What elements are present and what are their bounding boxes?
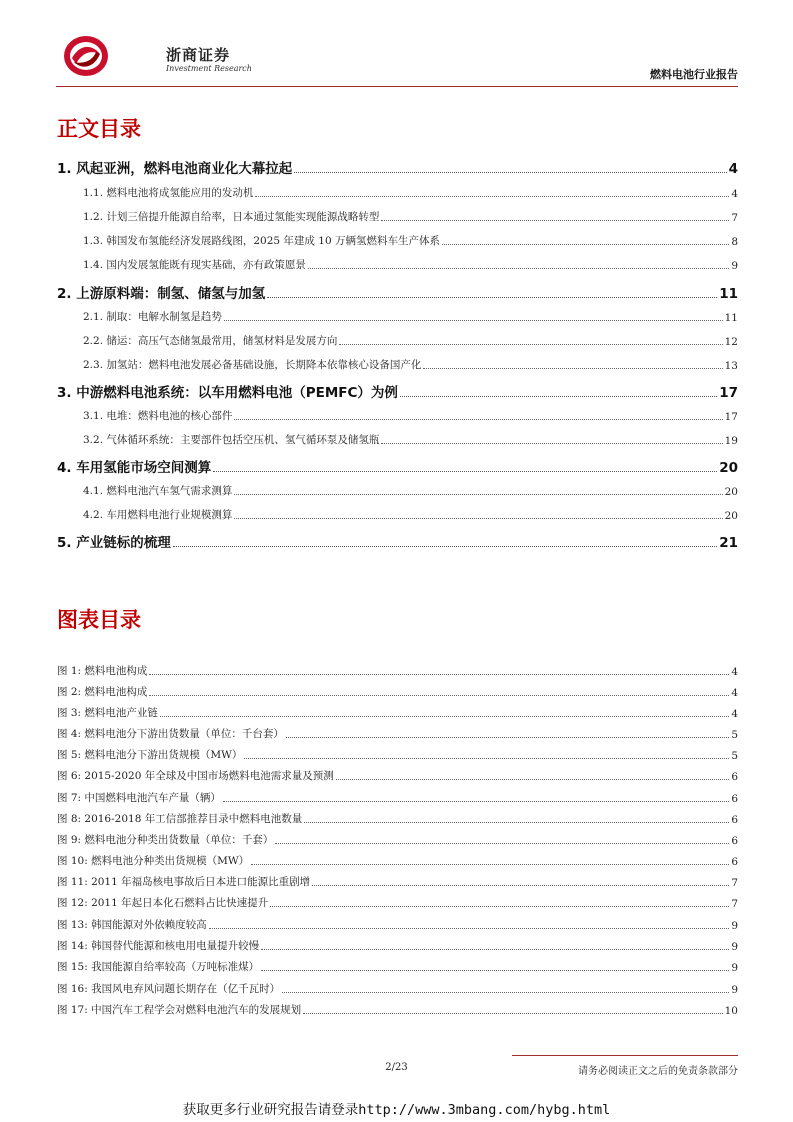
toc-entry[interactable] bbox=[57, 282, 738, 302]
figure-entry-page: 7 bbox=[731, 898, 738, 910]
figure-entry-label: 图 14: 韩国替代能源和核电用电量提升较慢 bbox=[57, 940, 260, 952]
leader-dots bbox=[160, 716, 729, 717]
leader-dots bbox=[286, 737, 729, 738]
leader-dots bbox=[223, 801, 729, 802]
toc-entry-label: 2.2. 储运：高压气态储氢最常用，储氢材料是发展方向 bbox=[83, 335, 338, 347]
leader-dots bbox=[255, 196, 729, 197]
leader-dots bbox=[423, 368, 722, 369]
toc-entry[interactable] bbox=[57, 482, 738, 498]
figure-entry-page: 6 bbox=[731, 793, 738, 805]
toc-entry-label: 1.1. 燃料电池将成氢能应用的发动机 bbox=[83, 187, 254, 199]
toc-entry[interactable] bbox=[57, 407, 738, 423]
toc-entry-page: 19 bbox=[724, 435, 738, 447]
figure-entry-page: 9 bbox=[731, 920, 738, 932]
leader-dots bbox=[173, 546, 717, 547]
figure-entry[interactable] bbox=[57, 916, 738, 932]
figure-entry-label: 图 16: 我国风电弃风问题长期存在（亿千瓦时） bbox=[57, 983, 281, 995]
toc-entry-label: 2.3. 加氢站：燃料电池发展必备基础设施，长期降本依靠核心设备国产化 bbox=[83, 359, 422, 371]
leader-dots bbox=[294, 172, 726, 173]
figure-entry[interactable] bbox=[57, 852, 738, 868]
figure-entry-page: 7 bbox=[731, 877, 738, 889]
figure-entry[interactable] bbox=[57, 789, 738, 805]
leader-dots bbox=[400, 396, 717, 397]
toc-entry-page: 7 bbox=[731, 212, 738, 224]
toc-entry[interactable] bbox=[57, 157, 738, 177]
figure-entry-page: 5 bbox=[731, 729, 738, 741]
leader-dots bbox=[224, 320, 723, 321]
figure-entry-label: 图 1: 燃料电池构成 bbox=[57, 665, 148, 677]
leader-dots bbox=[244, 758, 729, 759]
figure-entry-label: 图 7: 中国燃料电池汽车产量（辆） bbox=[57, 792, 221, 804]
leader-dots bbox=[336, 779, 730, 780]
toc-heading: 正文目录 bbox=[57, 117, 141, 141]
leader-dots bbox=[213, 471, 717, 472]
figure-entry[interactable] bbox=[57, 683, 738, 699]
toc-entry-page: 8 bbox=[731, 236, 738, 248]
download-link-note[interactable]: 获取更多行业研究报告请登录http://www.3mbang.com/hybg.html bbox=[182, 1102, 611, 1118]
figure-entry[interactable] bbox=[57, 958, 738, 974]
leader-dots bbox=[149, 674, 729, 675]
figure-entry[interactable] bbox=[57, 810, 738, 826]
figure-entry-label: 图 9: 燃料电池分种类出货数量（单位：千套） bbox=[57, 834, 274, 846]
figures-heading: 图表目录 bbox=[57, 608, 141, 632]
toc-entry-label: 2. 上游原料端：制氢、储氢与加氢 bbox=[57, 286, 266, 302]
leader-dots bbox=[312, 885, 729, 886]
brand-name-cn: 浙商证券 bbox=[166, 46, 231, 64]
toc-entry-label: 3.1. 电堆：燃料电池的核心部件 bbox=[83, 410, 233, 422]
figure-entry-label: 图 8: 2016-2018 年工信部推荐目录中燃料电池数量 bbox=[57, 813, 303, 825]
figure-entry-page: 9 bbox=[731, 941, 738, 953]
figure-entry-label: 图 5: 燃料电池分下游出货规模（MW） bbox=[57, 749, 243, 761]
toc-entry-page: 20 bbox=[719, 460, 738, 476]
toc-entry[interactable] bbox=[57, 456, 738, 476]
figure-entry[interactable] bbox=[57, 725, 738, 741]
toc-entry-page: 21 bbox=[719, 535, 738, 551]
leader-dots bbox=[275, 843, 729, 844]
toc-entry-label: 2.1. 制取：电解水制氢是趋势 bbox=[83, 311, 222, 323]
toc-entry-label: 4.2. 车用燃料电池行业规模测算 bbox=[83, 509, 233, 521]
figure-entry[interactable] bbox=[57, 746, 738, 762]
toc-entry[interactable] bbox=[57, 506, 738, 522]
figure-entry-page: 9 bbox=[731, 984, 738, 996]
figure-entry[interactable] bbox=[57, 704, 738, 720]
figure-entry-page: 10 bbox=[724, 1005, 738, 1017]
figure-entry-page: 4 bbox=[731, 666, 738, 678]
toc-entry-label: 3.2. 气体循环系统：主要部件包括空压机、氢气循环泵及储氢瓶 bbox=[83, 434, 380, 446]
figure-entry[interactable] bbox=[57, 662, 738, 678]
figure-entry-label: 图 6: 2015-2020 年全球及中国市场燃料电池需求量及预测 bbox=[57, 770, 334, 782]
figure-entry[interactable] bbox=[57, 894, 738, 910]
figure-entry-label: 图 17: 中国汽车工程学会对燃料电池汽车的发展规划 bbox=[57, 1004, 302, 1016]
toc-entry-page: 9 bbox=[731, 260, 738, 272]
leader-dots bbox=[381, 220, 729, 221]
toc-entry[interactable] bbox=[57, 531, 738, 551]
toc-entry-page: 17 bbox=[724, 411, 738, 423]
toc-entry-label: 5. 产业链标的梳理 bbox=[57, 535, 171, 551]
toc-entry-label: 3. 中游燃料电池系统：以车用燃料电池（PEMFC）为例 bbox=[57, 385, 398, 401]
figure-entry-label: 图 4: 燃料电池分下游出货数量（单位：千台套） bbox=[57, 728, 284, 740]
toc-entry-page: 12 bbox=[724, 336, 738, 348]
toc-entry[interactable] bbox=[57, 232, 738, 248]
toc-entry[interactable] bbox=[57, 431, 738, 447]
figure-entry[interactable] bbox=[57, 937, 738, 953]
toc-entry-label: 1.4. 国内发展氢能既有现实基础，亦有政策愿景 bbox=[83, 259, 306, 271]
toc-entry-label: 1. 风起亚洲，燃料电池商业化大幕拉起 bbox=[57, 161, 293, 177]
toc-entry-page: 4 bbox=[728, 161, 738, 177]
leader-dots bbox=[149, 695, 729, 696]
footer-divider bbox=[512, 1055, 738, 1056]
figure-entry-page: 5 bbox=[731, 750, 738, 762]
toc-entry[interactable] bbox=[57, 308, 738, 324]
leader-dots bbox=[234, 419, 722, 420]
figure-entry-label: 图 10: 燃料电池分种类出货规模（MW） bbox=[57, 855, 250, 867]
leader-dots bbox=[442, 244, 729, 245]
toc-entry-page: 20 bbox=[724, 510, 738, 522]
toc-entry-page: 11 bbox=[719, 286, 738, 302]
figure-entry-page: 9 bbox=[731, 962, 738, 974]
toc-entry[interactable] bbox=[57, 332, 738, 348]
figure-entry-label: 图 13: 韩国能源对外依赖度较高 bbox=[57, 919, 207, 931]
leader-dots bbox=[381, 443, 722, 444]
toc-entry-label: 1.2. 计划三倍提升能源自给率，日本通过氢能实现能源战略转型 bbox=[83, 211, 380, 223]
figure-entry-page: 4 bbox=[731, 687, 738, 699]
toc-entry-page: 11 bbox=[724, 312, 738, 324]
leader-dots bbox=[339, 344, 722, 345]
leader-dots bbox=[234, 494, 722, 495]
leader-dots bbox=[303, 1013, 723, 1014]
leader-dots bbox=[209, 928, 730, 929]
figure-entry-label: 图 12: 2011 年起日本化石燃料占比快速提升 bbox=[57, 897, 269, 909]
figure-entry[interactable] bbox=[57, 1001, 738, 1017]
figure-entry-page: 6 bbox=[731, 771, 738, 783]
disclaimer-note: 请务必阅读正文之后的免责条款部分 bbox=[578, 1066, 738, 1077]
figure-entry[interactable] bbox=[57, 767, 738, 783]
toc-entry-page: 17 bbox=[719, 385, 738, 401]
report-title: 燃料电池行业报告 bbox=[650, 68, 738, 81]
toc-entry-page: 4 bbox=[731, 188, 738, 200]
leader-dots bbox=[261, 949, 729, 950]
toc-entry-label: 1.3. 韩国发布氢能经济发展路线图，2025 年建成 10 万辆氢燃料车生产体系 bbox=[83, 235, 440, 247]
figure-entry[interactable] bbox=[57, 831, 738, 847]
header-divider bbox=[56, 86, 738, 87]
toc-entry[interactable] bbox=[57, 356, 738, 372]
figure-entry[interactable] bbox=[57, 873, 738, 889]
page-number: 2/23 bbox=[385, 1062, 408, 1073]
figure-entry-page: 6 bbox=[731, 814, 738, 826]
leader-dots bbox=[234, 518, 722, 519]
figure-entry-page: 6 bbox=[731, 856, 738, 868]
leader-dots bbox=[261, 970, 729, 971]
toc-entry[interactable] bbox=[57, 184, 738, 200]
leader-dots bbox=[251, 864, 729, 865]
leader-dots bbox=[304, 822, 729, 823]
toc-entry-label: 4. 车用氢能市场空间测算 bbox=[57, 460, 212, 476]
figure-entry-page: 4 bbox=[731, 708, 738, 720]
figure-entry-label: 图 15: 我国能源自给率较高（万吨标准煤） bbox=[57, 961, 260, 973]
toc-entry[interactable] bbox=[57, 208, 738, 224]
leader-dots bbox=[282, 992, 729, 993]
figure-entry-label: 图 11: 2011 年福岛核电事故后日本进口能源比重剧增 bbox=[57, 876, 311, 888]
toc-entry-page: 20 bbox=[724, 486, 738, 498]
toc-entry-page: 13 bbox=[724, 360, 738, 372]
leader-dots bbox=[267, 297, 717, 298]
leader-dots bbox=[308, 268, 729, 269]
toc-entry[interactable] bbox=[57, 256, 738, 272]
brand-name-en: Investment Research bbox=[166, 64, 252, 73]
toc-entry[interactable] bbox=[57, 381, 738, 401]
leader-dots bbox=[270, 906, 729, 907]
figure-entry-label: 图 2: 燃料电池构成 bbox=[57, 686, 148, 698]
figure-entry-label: 图 3: 燃料电池产业链 bbox=[57, 707, 158, 719]
page-header bbox=[56, 30, 738, 86]
figure-entry[interactable] bbox=[57, 980, 738, 996]
toc-entry-label: 4.1. 燃料电池汽车氢气需求测算 bbox=[83, 485, 233, 497]
zheshang-logo-icon bbox=[62, 34, 110, 78]
figure-entry-page: 6 bbox=[731, 835, 738, 847]
